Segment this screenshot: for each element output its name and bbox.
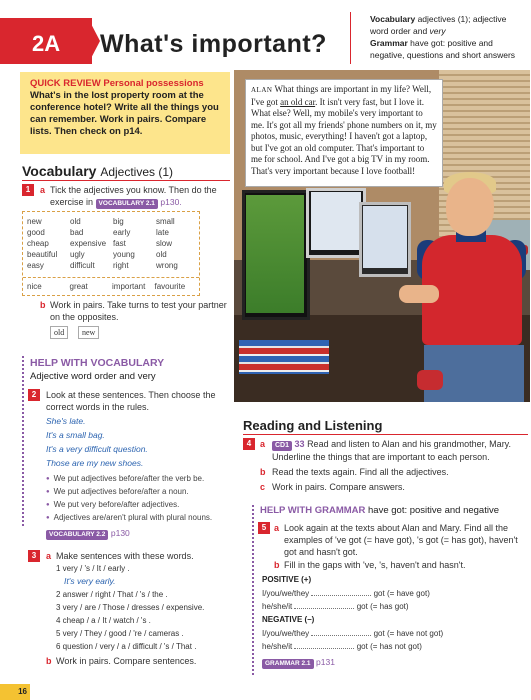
cd-track: 33 <box>294 439 305 449</box>
exercise-4a-letter: a <box>260 439 266 449</box>
word[interactable]: young <box>113 250 135 259</box>
help-vocab-dotted-rule <box>22 356 24 526</box>
subject-singular: he/she/it <box>262 642 293 651</box>
vocabulary-22-link <box>46 527 130 540</box>
fill-gap-input[interactable] <box>311 635 371 636</box>
exercise-4b-text: Read the texts again. Find all the adjectives. <box>272 467 449 477</box>
word[interactable]: favourite <box>154 282 186 291</box>
exercise-5a-letter: a <box>274 523 280 533</box>
speaker-name: ALAN <box>251 86 273 94</box>
exercise-3-item: 3 very / are / Those / dresses / expensive. <box>56 603 205 612</box>
summary-label-grammar: Grammar <box>370 38 408 48</box>
fill-gap-input[interactable] <box>294 648 354 649</box>
exercise-2-number: 2 <box>28 389 40 401</box>
word[interactable]: big <box>113 217 124 226</box>
summary-text-2: word order and <box>370 26 430 36</box>
word[interactable]: nice <box>27 282 42 291</box>
help-grammar-subtitle: have got: positive and negative <box>368 505 499 516</box>
quick-review-box <box>20 72 230 154</box>
got-has-not: got (= has not got) <box>356 642 422 651</box>
word[interactable]: easy <box>27 261 44 270</box>
positive-label: POSITIVE (+) <box>262 575 312 584</box>
word[interactable]: wrong <box>156 261 178 270</box>
word[interactable]: difficult <box>70 261 95 270</box>
exercise-1a-instructions: Tick the adjectives you know. Then do the exercise in <box>50 185 217 207</box>
summary-text-4: negative, questions and short answers <box>370 50 516 60</box>
example-sentence: Those are my new shoes. <box>46 458 144 468</box>
adjectives-extra-row <box>27 282 197 291</box>
word[interactable]: small <box>156 217 175 226</box>
grammar-21-link <box>262 656 335 669</box>
exercise-3b-text: Work in pairs. Compare sentences. <box>56 656 197 666</box>
help-grammar-title: HELP WITH GRAMMAR <box>260 505 366 516</box>
word[interactable]: early <box>113 228 131 237</box>
positive-row-2 <box>262 601 409 613</box>
cd-icon[interactable]: CD1 <box>272 441 292 451</box>
word[interactable]: old <box>70 217 81 226</box>
exercise-4-number: 4 <box>243 438 255 450</box>
exercise-3-item: 6 question / very / a / difficult / 's / That . <box>56 642 197 651</box>
exercise-5b-text: Fill in the gaps with 've, 's, haven't and hasn't. <box>284 560 466 570</box>
exercise-3-item: 5 very / They / good / 're / cameras . <box>56 629 184 638</box>
word-box-separator <box>23 277 199 278</box>
help-grammar-dotted-rule <box>252 505 254 675</box>
page-number: 16 <box>0 684 30 700</box>
adjectives-grid <box>27 216 197 271</box>
example-sentence: It's a very difficult question. <box>46 444 148 454</box>
vocabulary-heading <box>22 163 173 179</box>
word[interactable]: fast <box>113 239 126 248</box>
grammar-21-page: p131 <box>316 657 335 667</box>
exercise-4a-text <box>272 438 528 463</box>
help-grammar-heading <box>260 505 499 516</box>
subject-plural: I/you/we/they <box>262 589 310 598</box>
grammar-21-ref[interactable]: GRAMMAR 2.1 <box>262 659 314 669</box>
word[interactable]: slow <box>156 239 173 248</box>
alan-text-part1: What things are important in my life? Well, I've got <box>251 84 432 107</box>
summary-text-1: adjectives (1); adjective <box>415 14 507 24</box>
page-title: What's important? <box>100 30 327 58</box>
example-tag-old: old <box>50 326 68 339</box>
exercise-1a-letter: a <box>40 185 46 195</box>
summary-italic-very: very <box>429 26 446 36</box>
page-header <box>0 0 531 68</box>
got-has: got (= has got) <box>356 602 409 611</box>
vocabulary-subtitle: Adjectives (1) <box>100 165 174 179</box>
summary-text-3: have got: positive and <box>407 38 493 48</box>
word[interactable]: late <box>156 228 169 237</box>
negative-label: NEGATIVE (–) <box>262 615 315 624</box>
reading-listening-title: Reading and Listening <box>243 418 383 433</box>
exercise-3-example: It's very early. <box>64 576 116 586</box>
exercise-5-number: 5 <box>258 522 270 534</box>
exercise-4c-letter: c <box>260 482 266 492</box>
negative-row-2 <box>262 641 422 653</box>
fill-gap-input[interactable] <box>311 595 371 596</box>
got-have-not: got (= have not got) <box>373 629 444 638</box>
word[interactable]: right <box>113 261 129 270</box>
exercise-1b-text: Work in pairs. Take turns to test your partner on the opposites. <box>50 300 227 322</box>
alan-text-box <box>245 79 443 187</box>
help-vocab-title: HELP WITH VOCABULARY <box>30 357 165 369</box>
subject-plural: I/you/we/they <box>262 629 310 638</box>
exercise-1a-text <box>50 184 230 209</box>
got-have: got (= have got) <box>373 589 430 598</box>
vocabulary-22-page: p130 <box>110 528 130 538</box>
rule-item: ● Adjectives are/aren't plural with plural nouns. <box>46 513 212 522</box>
rule-item: ● We put very before/after adjectives. <box>46 500 179 509</box>
exercise-4a-instructions: Read and listen to Alan and his grandmother, Mary. Underline the things that are important to each person. <box>272 439 512 462</box>
example-tag-new: new <box>78 326 99 339</box>
word[interactable]: old <box>156 250 167 259</box>
vocabulary-rule <box>22 180 230 181</box>
fill-gap-input[interactable] <box>294 608 354 609</box>
lesson-summary <box>370 13 528 61</box>
vocabulary-21-page: p130. <box>160 197 182 207</box>
vocabulary-21-ref[interactable]: VOCABULARY 2.1 <box>96 199 158 209</box>
exercise-3-item: 1 very / 's / It / early . <box>56 564 130 573</box>
quick-review-body: What's in the lost property room at the conference hotel? Write all the things you can remember. Work in pairs. Compare lists. Then check on p14. <box>30 90 219 137</box>
exercise-4c-text: Work in pairs. Compare answers. <box>272 482 405 492</box>
unit-badge-arrow <box>88 18 100 64</box>
exercise-3a-text: Make sentences with these words. <box>56 551 194 561</box>
example-sentence: She's late. <box>46 416 86 426</box>
exercise-3-item: 4 cheap / a / It / watch / 's . <box>56 616 151 625</box>
exercise-1-number: 1 <box>22 184 34 196</box>
exercise-3b-letter: b <box>46 656 52 666</box>
word[interactable]: great <box>69 282 88 291</box>
exercise-5a-text: Look again at the texts about Alan and Mary. Find all the examples of 've got (= have got), 's got (= has got), haven't got and hasn't got. <box>284 523 518 557</box>
positive-row-1 <box>262 588 430 600</box>
unit-number: 2A <box>32 31 61 56</box>
word[interactable]: good <box>27 228 45 237</box>
exercise-4b-letter: b <box>260 467 266 477</box>
exercise-1b-letter: b <box>40 300 46 310</box>
exercise-5b-letter: b <box>274 560 280 570</box>
example-sentence: It's a small bag. <box>46 430 105 440</box>
vocabulary-22-ref[interactable]: VOCABULARY 2.2 <box>46 530 108 540</box>
vocabulary-title: Vocabulary <box>22 163 97 179</box>
adjectives-word-box <box>22 211 200 296</box>
alan-underlined: an old car <box>280 96 316 107</box>
word[interactable]: important <box>112 282 146 291</box>
rule-item: ● We put adjectives before/after the verb be. <box>46 474 204 483</box>
rule-item: ● We put adjectives before/after a noun. <box>46 487 189 496</box>
reading-rule <box>243 434 528 435</box>
quick-review-heading: QUICK REVIEW Personal possessions <box>30 78 204 89</box>
word[interactable]: expensive <box>70 239 107 248</box>
exercise-2-text: Look at these sentences. Then choose the correct words in the rules. <box>46 390 216 412</box>
subject-singular: he/she/it <box>262 602 293 611</box>
summary-label-vocab: Vocabulary <box>370 14 416 24</box>
word[interactable]: bad <box>70 228 84 237</box>
help-vocab-subtitle: Adjective word order and very <box>30 371 156 382</box>
exercise-3-number: 3 <box>28 550 40 562</box>
negative-row-1 <box>262 628 443 640</box>
word[interactable]: new <box>27 217 42 226</box>
exercise-3-item: 2 answer / right / That / 's / the . <box>56 590 168 599</box>
header-divider <box>350 12 351 64</box>
word[interactable]: beautiful <box>27 250 58 259</box>
alan-text-part2: . It isn't very fast, but I love it. What else? Well, my mobile's very important to me. It's got all my friends' phone numbers on it, my photos, music, everything! I haven't got a laptop, but I've got an old computer. That's important to me for school. And I've got a big TV in my room. That's very important because I love football! <box>251 96 437 176</box>
word[interactable]: cheap <box>27 239 49 248</box>
word[interactable]: ugly <box>70 250 85 259</box>
exercise-3a-letter: a <box>46 551 52 561</box>
